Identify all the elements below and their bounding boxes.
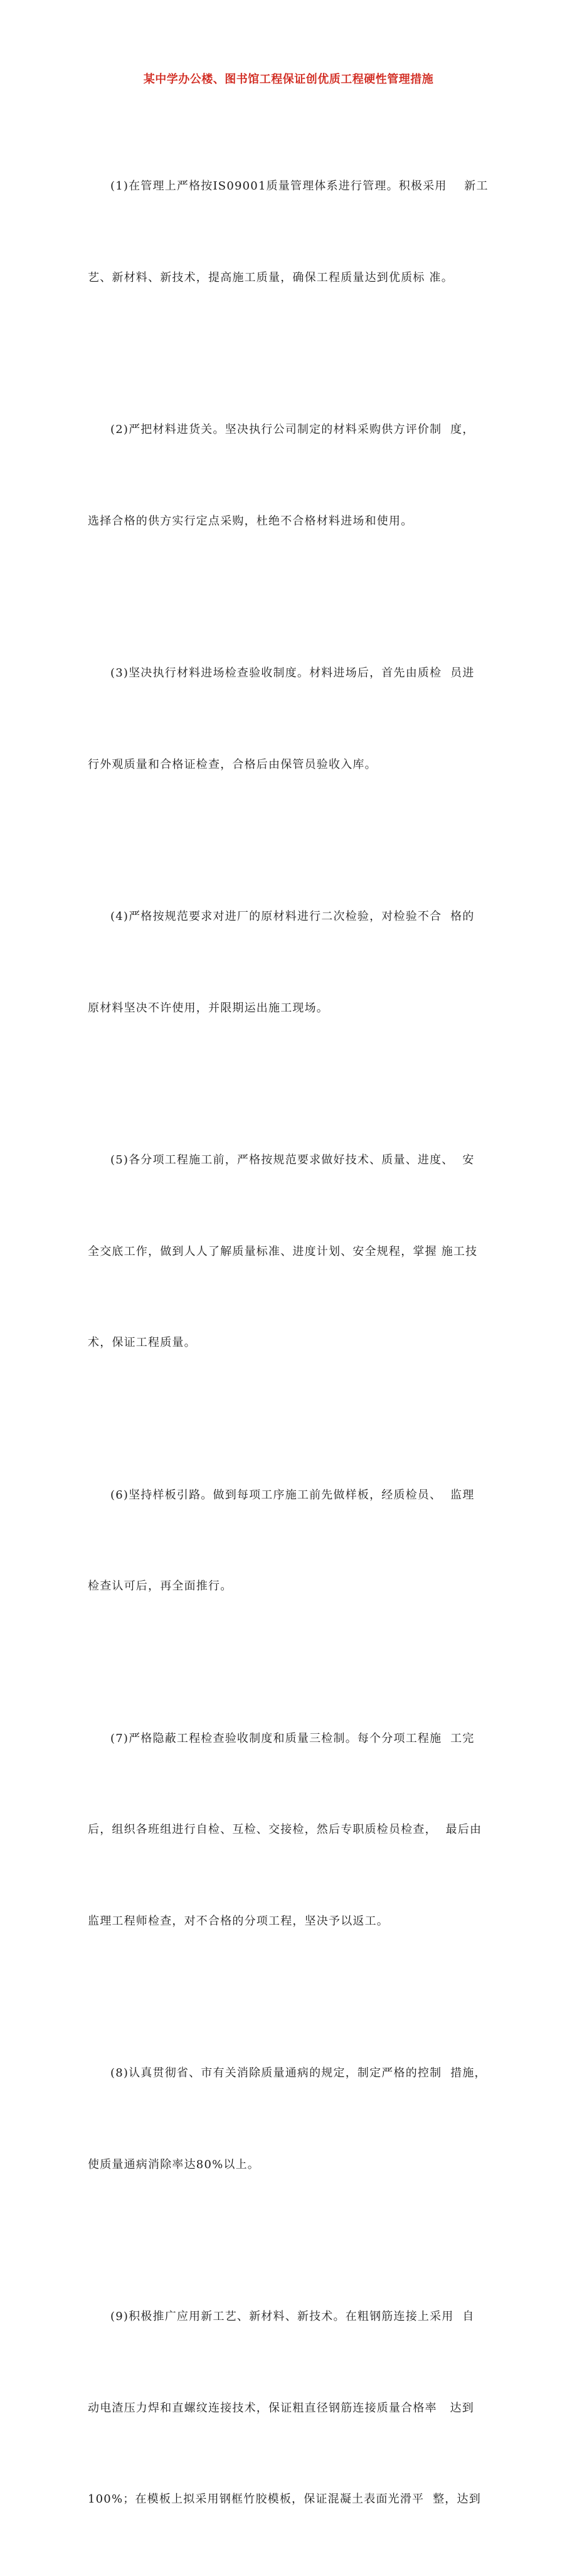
paragraph-line: (5)各分项工程施工前，严格按规范要求做好技术、质量、进度、 安 bbox=[110, 1153, 475, 1167]
paragraph-1 bbox=[88, 110, 490, 354]
paragraph-line: 原材料坚决不许使用，并限期运出施工现场。 bbox=[88, 1001, 329, 1015]
paragraph-2 bbox=[88, 354, 490, 597]
paragraph-line: (3)坚决执行材料进场检查验收制度。材料进场后，首先由质检 员进 bbox=[110, 666, 475, 680]
paragraph-line: (4)严格按规范要求对进厂的原材料进行二次检验，对检验不合 格的 bbox=[110, 910, 475, 923]
paragraph-line: 检查认可后，再全面推行。 bbox=[88, 1579, 233, 1593]
paragraph-line: 100%；在模板上拟采用钢框竹胶模板，保证混凝土表面光滑平 整，达到 bbox=[88, 2493, 481, 2506]
document-title: 某中学办公楼、图书馆工程保证创优质工程硬性管理措施 bbox=[143, 73, 434, 86]
paragraph-line: 后，组织各班组进行自检、互检、交接检，然后专职质检员检查， 最后由 bbox=[88, 1823, 482, 1836]
paragraph-6 bbox=[88, 1419, 490, 1663]
paragraph-4 bbox=[88, 841, 490, 1084]
document-body bbox=[88, 110, 490, 2576]
paragraph-5 bbox=[88, 1084, 490, 1419]
paragraph-line: (2)严把材料进货关。坚决执行公司制定的材料采购供方评价制 度， bbox=[110, 423, 475, 436]
paragraph-3 bbox=[88, 597, 490, 841]
paragraph-line: 术，保证工程质量。 bbox=[88, 1336, 196, 1349]
paragraph-line: (9)积极推广应用新工艺、新材料、新技术。在粗钢筋连接上采用 自 bbox=[110, 2310, 475, 2323]
paragraph-8 bbox=[88, 1997, 490, 2241]
paragraph-line: 选择合格的供方实行定点采购，杜绝不合格材料进场和使用。 bbox=[88, 514, 413, 528]
paragraph-line: 行外观质量和合格证检查，合格后由保管员验收入库。 bbox=[88, 757, 377, 771]
paragraph-9 bbox=[88, 2241, 490, 2576]
paragraph-line: (8)认真贯彻省、市有关消除质量通病的规定，制定严格的控制 措施， bbox=[110, 2066, 487, 2080]
paragraph-line: 艺、新材料、新技术，提高施工质量，确保工程质量达到优质标 准。 bbox=[88, 270, 453, 284]
paragraph-line: (6)坚持样板引路。做到每项工序施工前先做样板，经质检员、 监理 bbox=[110, 1488, 475, 1502]
paragraph-7 bbox=[88, 1663, 490, 1998]
paragraph-line: (1)在管理上严格按IS09001质量管理体系进行管理。积极采用 新工 bbox=[110, 179, 489, 193]
paragraph-line: 动电渣压力焊和直螺纹连接技术，保证粗直径钢筋连接质量合格率 达到 bbox=[88, 2401, 474, 2415]
paragraph-line: 使质量通病消除率达80%以上。 bbox=[88, 2157, 260, 2171]
paragraph-line: (7)严格隐蔽工程检查验收制度和质量三检制。每个分项工程施 工完 bbox=[110, 1731, 475, 1745]
paragraph-line: 全交底工作，做到人人了解质量标准、进度计划、安全规程，掌握 施工技 bbox=[88, 1244, 478, 1258]
paragraph-line: 监理工程师检查，对不合格的分项工程，坚决予以返工。 bbox=[88, 1914, 389, 1928]
